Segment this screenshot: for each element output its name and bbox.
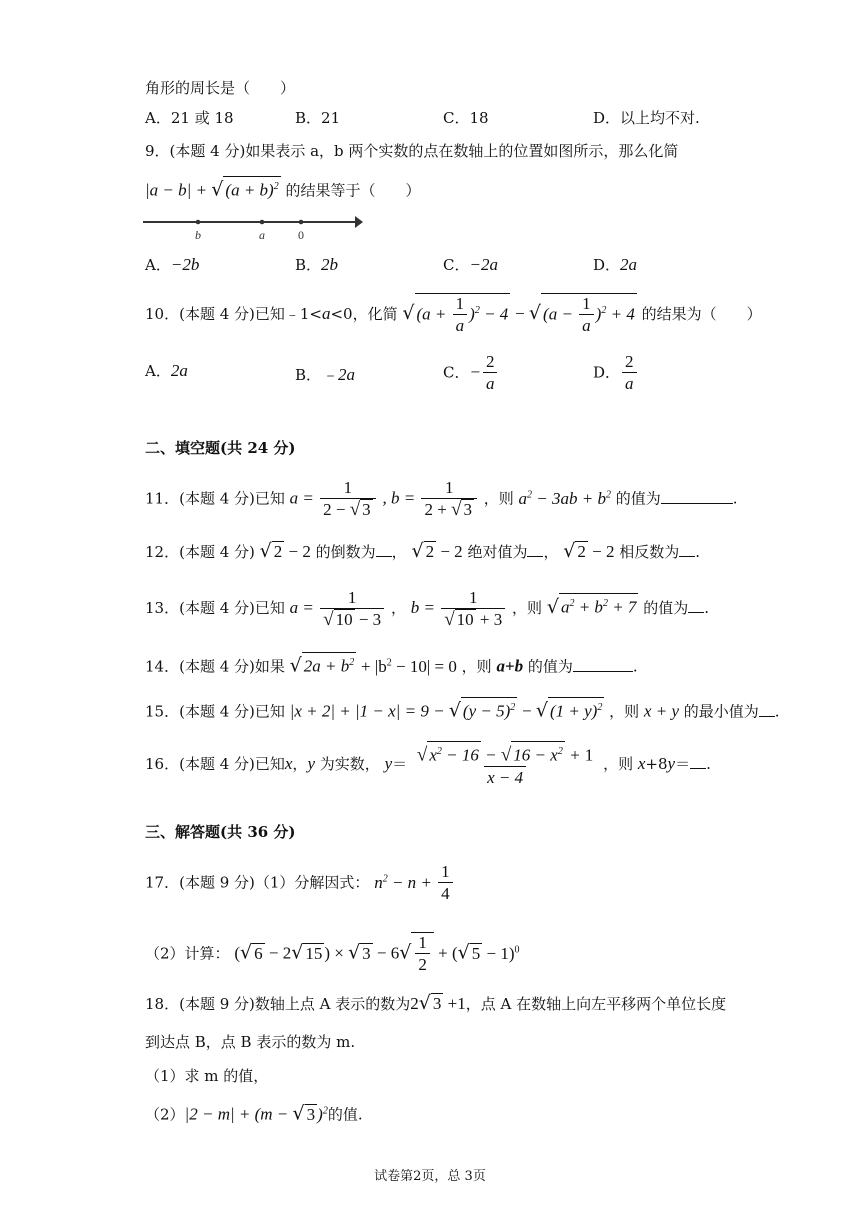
label-b: b [195,228,201,242]
q10-option-c: C．− $\frac{2}{a}$ [443,352,499,395]
q18-sub2: （2）|2 − m| + (m − √ 3 )$^2$的值. [145,1102,363,1125]
q9-expression: |a − b| + √ $(a + b)^2$ 的结果等于（ ） [145,176,421,201]
q8-option-d: D．以上均不对. [593,109,700,127]
q17-part1: 17．(本题 9 分)（1）分解因式： $n^2 - n$ + $\frac{1}{4}$ [145,856,455,906]
q9-option-c: C．−2a [443,255,498,274]
q11: 11．(本题 4 分)已知 a = $\frac{1}{2 - √ 3}$ , b = $\frac{1}{2 + √ 3}$ ，则 $a^2 - 3ab + b^2$ 的值为 . [145,478,738,521]
q8-option-c: C．18 [443,109,489,127]
q16-answer-blank[interactable] [690,754,706,769]
q8-option-a: A．21 或 18 [145,109,234,127]
q18-stem-line1: 18．(本题 9 分)数轴上点 A 表示的数为2√ 3 +1，点 A 在数轴上向左平移两个单位长度 [145,992,727,1014]
q12-blank-3[interactable] [679,542,695,557]
q8-option-b: B．21 [295,109,341,127]
section-fill-blank-title: 二、填空题(共 24 分) [145,439,296,457]
q9-option-d: D．2a [593,255,638,274]
q9-option-a: A．−2b [145,255,200,274]
q12-blank-1[interactable] [376,542,392,557]
q18-stem-line2: 到达点 B，点 B 表示的数为 m. [145,1033,356,1051]
q10-stem: 10．(本题 4 分)已知﹣1<a<0，化简 √ (a + $\frac{1}{a}$ )$^2$ − 4 − √ (a − $\frac{1}{a}$ )$^2$ + 4 的结果为（ ） [145,293,762,335]
point-a [260,220,265,225]
label-0: 0 [298,228,304,242]
q17-part2: （2）计算： (√ 6 − 2√ 15 ) × √ 3 − 6√ $\frac{1}{2}$ + (√ 5 − 1)$^0$ [145,933,520,975]
q9-expression-tail: 的结果等于（ ） [285,181,421,200]
q13-answer-blank[interactable] [688,598,704,613]
q12-blank-2[interactable] [527,542,543,557]
section-solution-title: 三、解答题(共 36 分) [145,823,296,841]
point-0 [299,220,304,225]
q10-option-d: D． $\frac{2}{a}$ [593,352,639,395]
q15-answer-blank[interactable] [759,702,775,717]
q16: 16．(本题 4 分)已知x，y 为实数， y＝ $\frac{√ x^2 - 16 - √ 16 - x^2 + 1}{x - 4}$ ，则 x+8y＝ . [145,741,711,789]
q9-option-b: B．2b [295,255,339,274]
q13: 13．(本题 4 分)已知 a = $\frac{1}{√ 10 - 3}$ ， b = $\frac{1}{√ 10 + 3}$ ，则 √ $a^2 + b^2 + 7$ 的值为 . [145,587,709,630]
q18-sub1: （1）求 m 的值， [145,1067,269,1085]
q11-answer-blank[interactable] [661,489,733,504]
q9-stem: 9．(本题 4 分)如果表示 a，b 两个实数的点在数轴上的位置如图所示，那么化简 [145,142,679,160]
q14-answer-blank[interactable] [573,657,633,672]
label-a: a [259,228,265,242]
q15: 15．(本题 4 分)已知 |x + 2| + |1 − x| = 9 − √ $(y - 5)^2$ − √ $(1 + y)^2$ ，则 x + y 的最小值为 . [145,697,780,722]
q10-option-a: A．2a [145,361,188,380]
q14: 14．(本题 4 分)如果 √ $2a + b^2 + |b^2 - 10| = 0$ ，则 a+b 的值为 . [145,652,638,677]
q9-number-line [143,210,363,242]
q10-option-b: B．﹣2a [295,365,356,384]
q8-stem-tail: 角形的周长是（ ） [145,79,296,97]
page-footer: 试卷第2页，总 3页 [374,1169,486,1184]
point-b [196,220,201,225]
q12: 12．(本题 4 分) √ 2 − 2 的倒数为 ， √ 2 − 2 绝对值为 ， √ 2 − 2 相反数为 . [145,540,701,562]
